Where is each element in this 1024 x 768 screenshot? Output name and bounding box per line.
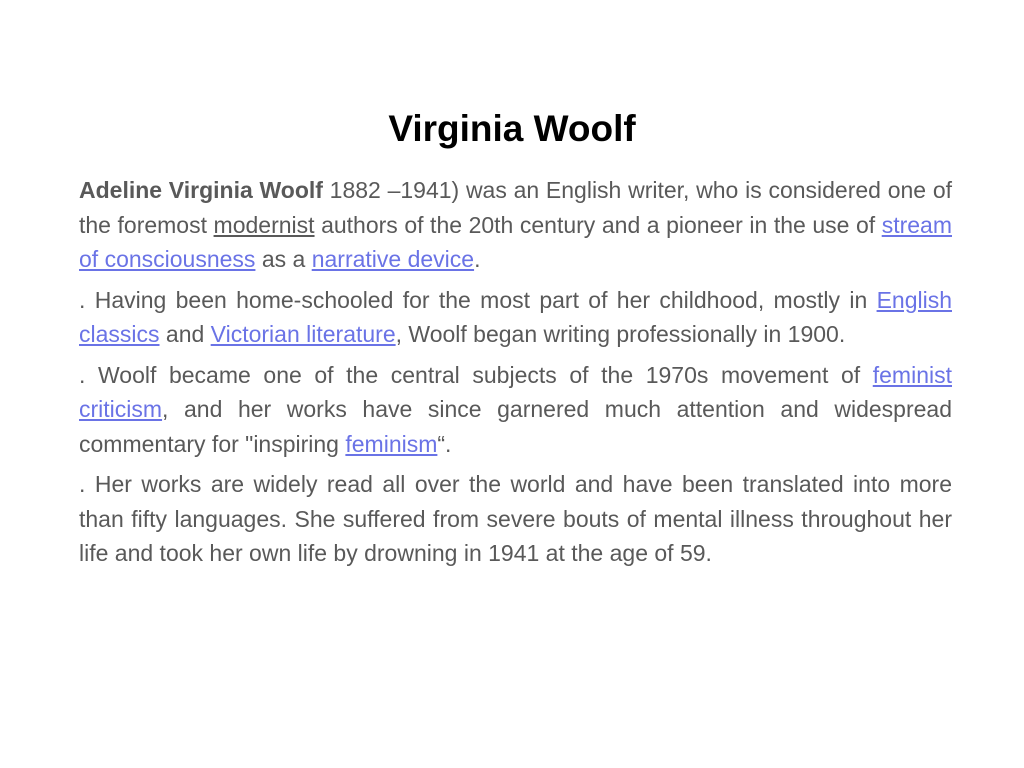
text-span: , and her works have since garnered much attention and widespread commentary for "inspiring [79,396,952,457]
link-modernist[interactable]: modernist [213,211,315,238]
link-stream-of-consciousness[interactable]: stream of consciousness [79,211,952,272]
text-span: . Her works are widely read all over the world and have been translated into more than fifty languages. She suffered from severe bouts of mental illness throughout her life and took her own life by drowning in 1941 at the age of 59. [79,471,952,566]
text-span: authors of the 20th century and a pioneer in the use of [314,211,882,238]
slide-title: Virginia Woolf [388,108,636,149]
text-span: as a [255,246,312,272]
text-span: . Woolf became one of the central subjects of the 1970s movement of [79,361,873,388]
text-span: , Woolf began writing professionally in 1900. [395,321,846,347]
link-narrative-device[interactable]: narrative device [311,246,475,272]
text-span: . [474,246,481,272]
link-feminist-criticism[interactable]: feminist criticism [79,361,952,422]
paragraph-legacy [79,467,952,571]
link-feminism[interactable]: feminism [345,430,438,457]
subject-name: Adeline Virginia Woolf [79,177,323,203]
slide-body [79,173,952,577]
paragraph-intro [79,173,952,277]
paragraph-feminism [79,358,952,462]
text-span: “. [437,430,452,457]
text-span: 1882 –1941) was an English writer, who is considered one of the foremost [79,177,952,238]
link-victorian-literature[interactable]: Victorian literature [210,321,396,347]
link-english-classics[interactable]: English classics [79,286,952,347]
text-span: and [159,321,211,347]
text-span: . Having been home-schooled for the most part of her childhood, mostly in [79,286,877,313]
paragraph-education [79,283,952,352]
